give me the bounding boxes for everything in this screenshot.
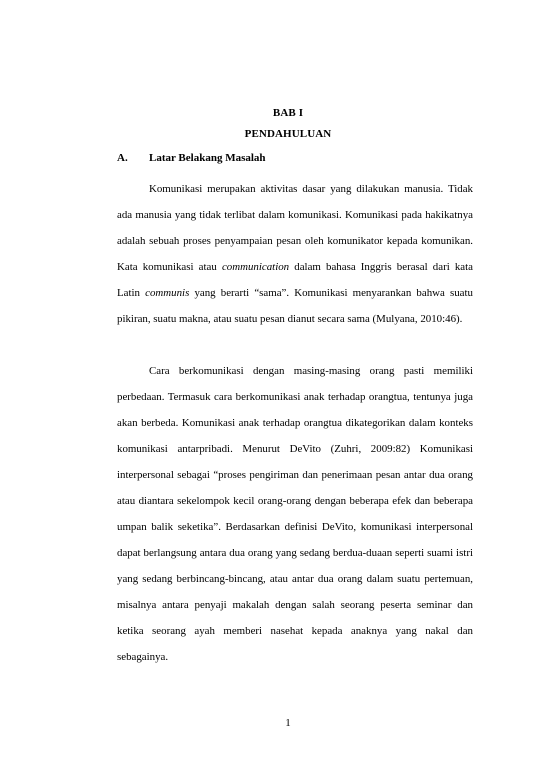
chapter-label: BAB I [272, 107, 304, 119]
term-communication: communication [221, 261, 290, 273]
paragraph-1-part-3: yang berarti “sama”. Komunikasi menyarankan bahwa suatu pikiran, suatu makna, atau suatu pesan dianut secara sama (Mulyana, 2010:46). [117, 287, 473, 325]
section-number: A. [117, 152, 128, 164]
paragraph-2: Cara berkomunikasi dengan masing-masing orang pasti memiliki perbedaan. Termasuk cara berkomunikasi anak terhadap orangtua, tentunya juga akan berbeda. Komunikasi anak terhadap orangtua dikategorikan dalam konteks komunikasi antarpribadi. Menurut DeVito (Zuhri, 2009:82) Komunikasi interpersonal sebagai “proses pengiriman dan penerimaan pesan antar dua orang atau diantara sekelompok kecil orang-orang dengan beberapa efek dan beberapa umpan balik seketika”. Berdasarkan definisi DeVito, komunikasi interpersonal dapat berlangsung antara dua orang yang sedang berdua-duaan seperti suami istri yang sedang berbincang-bincang, atau antar dua orang dalam suatu pertemuan, misalnya antara penyaji makalah dengan salah seorang peserta seminar dan ketika seorang ayah memberi nasehat kepada anaknya yang nakal dan sebagainya. [117, 365, 473, 663]
paragraph-1-part-1: Komunikasi merupakan aktivitas dasar yang dilakukan manusia. Tidak ada manusia yang tidak terlibat dalam komunikasi. Komunikasi pada hakikatnya adalah sebuah proses penyampaian pesan oleh komunikator kepada komunikan. Kata komunikasi atau [117, 183, 473, 273]
term-communis: communis [145, 287, 190, 299]
paragraph-1-part-2: dalam bahasa Inggris berasal dari kata Latin [117, 261, 474, 299]
section-title: Latar Belakang Masalah [149, 152, 266, 164]
paragraph-1 [117, 176, 473, 332]
page-number: 1 [285, 717, 291, 729]
chapter-title: PENDAHULUAN [244, 128, 332, 140]
